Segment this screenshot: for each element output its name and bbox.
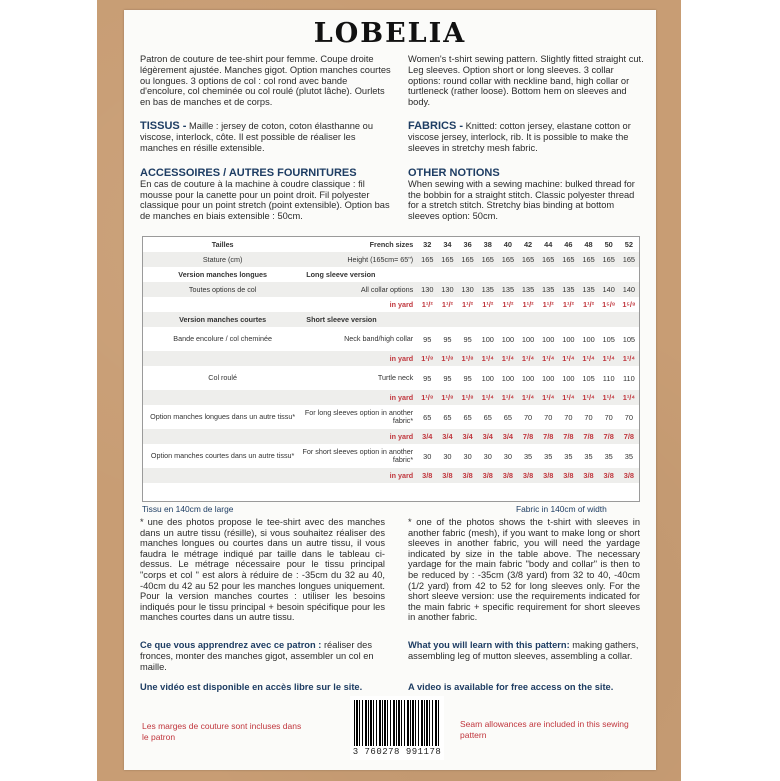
table-cell: 165 [417,252,437,267]
table-cell: 1¹/² [421,300,433,309]
table-cell: 1⁵/⁸ [602,300,616,309]
table-cell: 52 [624,240,633,249]
table-cell: Col roulé [208,373,238,382]
table-cell: 1¹/⁸ [437,351,457,366]
table-cell: French sizes [369,239,414,249]
table-cell: 100 [542,373,555,383]
fr-tissus-text: Maille : jersey de coton, coton élasthanne ou viscose, interlock, côte. Il est possible de réaliser les manches en résille extensible. [140,121,374,153]
en-learn [408,640,640,662]
table-cell: 1¹/⁴ [599,390,619,405]
en-learn-bold: What you will learn with this pattern: [408,640,570,650]
table-cell: 1¹/⁸ [417,390,437,405]
table-cell: 1¹/² [582,300,595,309]
table-cell: 1¹/⁴ [538,390,558,405]
fr-tissus [140,121,392,153]
table-cell: 7/8 [619,429,639,444]
table-cell: 3/8 [558,468,578,483]
barcode-bars [354,700,440,746]
table-cell: 30 [423,451,432,461]
table-cell: 3/4 [498,429,518,444]
en-intro: Women's t-shirt sewing pattern. Slightly fitted straight cut. Leg sleeves. Option short or long sleeves. 3 collar options: round collar with neckline band, high collar or turtleneck (rather loose). Bottom hem on sleeves and body. [408,54,644,108]
table-cell: 65 [483,412,492,422]
table-cell: 100 [562,373,575,383]
en-video-note: A video is available for free access on the site. [408,682,614,692]
table-cell: Tailles [211,239,234,249]
table-cell: 32 [423,240,432,249]
table-cell: 7/8 [558,429,578,444]
table-cell: 7/8 [518,429,538,444]
table-row [143,390,639,405]
fr-accessoires [140,168,392,222]
table-cell: Height (165cm= 65") [302,252,417,267]
pattern-sheet [124,10,656,770]
table-row [143,444,639,468]
table-cell: 1¹/⁴ [498,390,518,405]
table-cell: Option manches courtes dans un autre tissu* [150,451,295,460]
table-cell: Neck band/high collar [344,334,414,343]
table-cell: 3/4 [417,429,437,444]
en-learn-text: making gathers, assembling leg of mutton sleeves, assembling a collar. [408,640,639,661]
table-cell: 3/4 [478,429,498,444]
table-row [143,297,639,312]
table-cell: 7/8 [578,429,598,444]
table-cell: 1¹/⁴ [478,390,498,405]
table-cell: 100 [481,373,494,383]
table-cell: 1¹/² [482,300,494,309]
table-cell: Option manches longues dans un autre tissu* [150,412,296,421]
table-cell: 1¹/⁸ [458,351,478,366]
table-cell: 165 [538,252,558,267]
table-row [143,366,639,390]
fr-tissus-heading: TISSUS - [140,120,187,132]
table-section-row [143,312,639,327]
table-cell: 1¹/⁴ [599,351,619,366]
table-cell: 1¹/⁴ [578,390,598,405]
table-cell: 100 [562,334,575,344]
fr-acc-text: En cas de couture à la machine à coudre classique : fil mousse pour la canette pour un point droit. Fil polyester classique pour un point stretch (point extensible). Option bas de manches en biais extensible : 50cm. [140,178,390,222]
table-cell: 105 [602,334,615,344]
table-cell: Short sleeve version [302,312,417,327]
fr-learn-text: réaliser des fronces, monter des manches gigot, assembler un col en maille. [140,640,374,672]
table-cell: 30 [503,451,513,461]
table-cell: Version manches longues [178,269,267,279]
fr-seam-note: Les marges de couture sont incluses dans le patron [142,721,302,742]
table-cell: 100 [521,373,535,383]
table-row [143,351,639,366]
table-row [143,327,639,351]
size-table-grid [143,237,639,483]
table-cell: 1¹/² [522,300,534,309]
table-cell: 1¹/² [562,300,574,309]
en-footnote: * one of the photos shows the t-shirt with sleeves in another fabric (mesh), if you want to make long or short sleeves in another fabric, you will need the yardage indicated by size in the table above. The necessary yardage for the main fabric "body and collar" is then to be reduced by : -35cm (3/8 yard) from 32 to 40, -40cm (1/2 yard) from 42 to 52 for long sleeves only. For the short sleeve version: use the requirements indicated for the main fabric + specific requirement for short sleeves in another fabric. [408,517,640,623]
table-cell: 1¹/² [462,300,474,309]
table-cell: 130 [417,282,437,297]
table-row [143,405,639,429]
table-cell: 140 [619,282,639,297]
table-cell: 3/8 [437,468,457,483]
barcode [350,696,444,760]
table-cell: 35 [564,451,573,461]
table-cell: 1¹/⁴ [478,351,498,366]
table-cell: 1¹/⁴ [518,390,538,405]
en-seam-note: Seam allowances are included in this sewing pattern [460,719,629,740]
table-cell: 95 [463,334,472,344]
table-cell: 35 [523,451,533,461]
table-cell: 70 [584,412,593,422]
table-cell: 3/8 [538,468,558,483]
fr-fabric-width: Tissu en 140cm de large [142,504,234,514]
table-cell: 110 [622,373,635,383]
table-cell: 3/8 [518,468,538,483]
table-cell: 3/8 [478,468,498,483]
pattern-title: LOBELIA [313,18,467,49]
table-cell: 1¹/⁸ [458,390,478,405]
table-cell: 130 [458,282,478,297]
table-cell: 46 [564,240,573,249]
table-cell: in yard [302,468,417,483]
table-cell: 1¹/⁴ [538,351,558,366]
table-cell: 44 [544,240,553,249]
table-cell: 1¹/⁴ [498,351,518,366]
table-cell: 95 [423,373,432,383]
table-cell: 165 [518,252,538,267]
table-cell: 100 [521,334,535,344]
fr-intro: Patron de couture de tee-shirt pour femme. Coupe droite légèrement ajustée. Manches gigot. Option manches courtes ou longues. 3 options de col : col rond avec bande d'encolure, col cheminée ou col roulé (plutot lâche). Ourlets en bas de manches et de corps. [140,54,391,108]
barcode-number: 3 760278 991178 [352,747,442,757]
fr-learn-bold: Ce que vous apprendrez avec ce patron : [140,640,322,650]
fr-acc-heading: ACCESSOIRES / AUTRES FOURNITURES [140,167,357,179]
table-cell: 3/4 [458,429,478,444]
table-cell: 70 [604,412,613,422]
table-cell: 65 [503,412,513,422]
table-cell: 30 [483,451,492,461]
fr-learn [140,640,380,672]
table-cell: 3/8 [498,468,518,483]
table-cell: 1¹/⁴ [518,351,538,366]
table-cell: 38 [483,240,492,249]
table-row [143,252,639,267]
table-cell: 70 [564,412,573,422]
table-cell: 1¹/⁴ [578,351,598,366]
table-cell: 35 [544,451,553,461]
table-cell: 42 [523,240,533,249]
table-cell: 135 [578,282,598,297]
table-cell: 135 [518,282,538,297]
table-cell: 100 [501,334,515,344]
table-cell: 7/8 [599,429,619,444]
table-cell: Version manches courtes [143,312,302,327]
en-fabric-width: Fabric in 140cm of width [516,504,607,514]
table-cell: Bande encolure / col cheminée [173,334,272,343]
table-cell: 165 [599,252,619,267]
table-cell: 35 [584,451,593,461]
en-notions-heading: OTHER NOTIONS [408,167,500,179]
table-cell: 1¹/⁴ [558,390,578,405]
table-cell: 1¹/⁸ [437,390,457,405]
table-cell: 140 [599,282,619,297]
table-cell: 48 [584,240,593,249]
table-cell: 1¹/⁴ [558,351,578,366]
table-cell: 95 [423,334,432,344]
en-fabrics-text: Knitted: cotton jersey, elastane cotton or viscose jersey, interlock, rib. It is possible to make the sleeves in stretchy mesh fabric. [408,121,631,153]
table-cell: 3/8 [599,468,619,483]
table-cell: 165 [437,252,457,267]
en-fabrics-heading: FABRICS - [408,120,463,132]
table-cell: 100 [501,373,515,383]
table-cell: 1¹/⁸ [417,351,437,366]
table-section-row [143,267,639,282]
en-fabrics [408,121,646,153]
table-cell: 105 [622,334,636,344]
table-cell: 3/4 [437,429,457,444]
table-cell: 40 [503,240,513,249]
en-notions-text: When sewing with a sewing machine: bulked thread for the bobbin for a straight stitch. Classic polyester thread for a stretch stitch. Stretchy bias binding at bottom sleeves option: 50cm. [408,178,635,222]
table-cell: 95 [443,334,452,344]
table-cell: 35 [604,451,613,461]
table-cell: 135 [538,282,558,297]
table-cell: 7/8 [538,429,558,444]
table-row [143,429,639,444]
table-cell: 1¹/² [542,300,554,309]
table-cell: 65 [443,412,452,422]
table-cell: 165 [558,252,578,267]
table-cell: 65 [423,412,432,422]
table-cell: 165 [458,252,478,267]
table-row [143,282,639,297]
table-header-row [143,237,639,252]
table-cell: 70 [523,412,533,422]
table-cell: 50 [604,240,613,249]
table-cell: 135 [498,282,518,297]
table-cell: All collar options [302,282,417,297]
table-cell: 1¹/⁴ [619,390,639,405]
table-cell: 95 [443,373,452,383]
table-cell: 165 [498,252,518,267]
table-cell: For long sleeves option in another fabric* [304,408,414,425]
fr-video-note: Une vidéo est disponible en accès libre sur le site. [140,682,363,692]
table-cell: 135 [558,282,578,297]
table-cell: 34 [443,240,452,249]
table-cell: 165 [619,252,639,267]
table-cell: 3/8 [458,468,478,483]
table-cell: For short sleeves option in another fabric* [302,447,414,464]
table-cell: 100 [582,334,595,344]
table-cell: 30 [443,451,452,461]
table-cell: 35 [624,451,633,461]
table-cell: 95 [463,373,472,383]
table-cell: 135 [478,282,498,297]
table-cell: 1¹/² [441,300,453,309]
table-cell: 100 [481,334,494,344]
table-cell: Long sleeve version [306,269,376,279]
table-cell: 3/8 [578,468,598,483]
table-cell: 1¹/⁴ [619,351,639,366]
en-notions [408,168,646,222]
table-row [143,468,639,483]
table-cell: 165 [578,252,598,267]
table-cell: Stature (cm) [143,252,302,267]
table-cell: 1⁵/⁸ [622,300,636,309]
table-cell: 110 [602,373,615,383]
table-cell: 100 [542,334,555,344]
table-cell: 70 [544,412,553,422]
table-cell: 30 [463,451,472,461]
table-cell: in yard [302,351,417,366]
table-cell: Toutes options de col [143,282,302,297]
table-cell: 130 [437,282,457,297]
table-cell: 105 [582,373,595,383]
table-cell: 36 [463,240,472,249]
table-cell: in yard [302,390,417,405]
table-cell: in yard [302,429,417,444]
fr-footnote: * une des photos propose le tee-shirt avec des manches dans un autre tissu (résille), si vous souhaitez réaliser des manches longues ou courtes dans un autre tissu, il vous faudra le métrage indiqué par taille dans le tableau ci-dessus. Le métrage nécessaire pour le tissu principal "corps et col " est alors à réduire de : -35cm du 32 au 40, -40cm du 42 au 52 pour les manches longues uniquement. Pour la version manches courtes : utiliser les besoins indiqués pour le tissu principal + besoin spécifique pour les manches courtes dans un autre tissu. [140,517,385,623]
table-cell: 1¹/² [502,300,514,309]
table-cell: 3/8 [619,468,639,483]
table-cell: 3/8 [417,468,437,483]
table-cell: 165 [478,252,498,267]
size-table [142,236,640,502]
table-cell: in yard [389,299,414,309]
table-cell: 70 [624,412,633,422]
table-cell: 65 [463,412,472,422]
table-cell: Turtle neck [377,373,414,382]
